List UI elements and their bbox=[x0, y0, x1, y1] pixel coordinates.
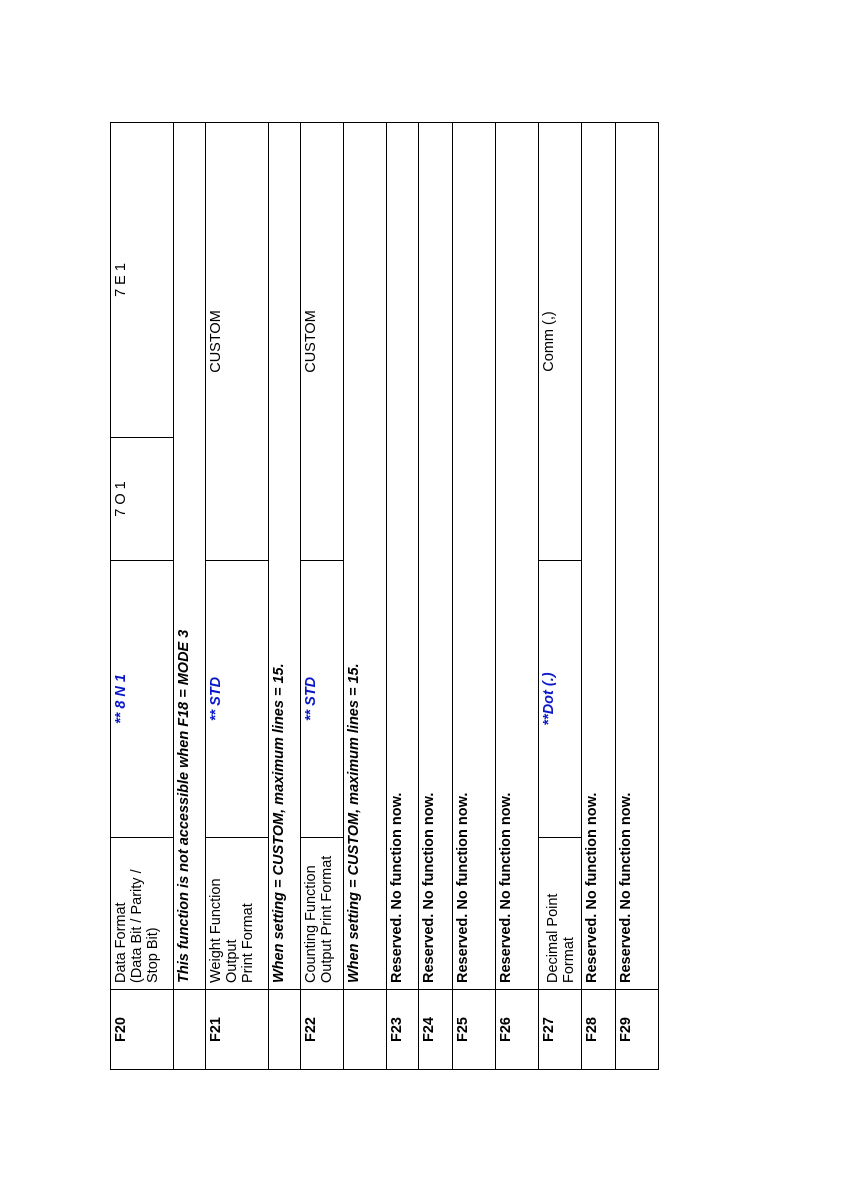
reserved-text: Reserved. No function now. bbox=[616, 122, 659, 989]
table-row-note bbox=[344, 122, 387, 1069]
table-row-f29 bbox=[616, 122, 659, 1069]
function-code: F25 bbox=[453, 990, 496, 1070]
empty-code-cell bbox=[344, 990, 387, 1070]
table-row-f25 bbox=[453, 122, 496, 1069]
default-setting: ** STD bbox=[301, 560, 344, 837]
function-code: F23 bbox=[387, 990, 419, 1070]
reserved-text: Reserved. No function now. bbox=[387, 122, 419, 989]
function-code: F24 bbox=[419, 990, 453, 1070]
table-row-f24 bbox=[419, 122, 453, 1069]
label-text: Data Format (Data Bit / Parity / Stop Bit) bbox=[113, 869, 161, 983]
reserved-text: Reserved. No function now. bbox=[582, 122, 616, 989]
function-label bbox=[301, 838, 344, 990]
reserved-text: Reserved. No function now. bbox=[419, 122, 453, 989]
table-row-f21 bbox=[206, 122, 269, 1069]
function-label bbox=[111, 838, 174, 990]
default-setting: ** 8 N 1 bbox=[111, 560, 174, 837]
function-label bbox=[206, 838, 269, 990]
function-code: F26 bbox=[496, 990, 539, 1070]
function-label: Decimal Point Format bbox=[539, 838, 582, 990]
table-row-f26 bbox=[496, 122, 539, 1069]
function-settings-table bbox=[110, 122, 659, 1070]
empty-code-cell bbox=[174, 990, 206, 1070]
option-setting: Comm (,) bbox=[539, 122, 582, 560]
function-code: F20 bbox=[111, 990, 174, 1070]
row-note: This function is not accessible when F18 = MODE 3 bbox=[174, 122, 206, 989]
option-setting: 7 O 1 bbox=[111, 437, 174, 560]
row-note: When setting = CUSTOM, maximum lines = 15. bbox=[269, 122, 301, 989]
label-text: Weight Function Output Print Format bbox=[208, 878, 256, 983]
option-setting: CUSTOM bbox=[206, 122, 269, 560]
row-note: When setting = CUSTOM, maximum lines = 15. bbox=[344, 122, 387, 989]
function-code: F29 bbox=[616, 990, 659, 1070]
function-code: F27 bbox=[539, 990, 582, 1070]
table-row-f23 bbox=[387, 122, 419, 1069]
function-code: F22 bbox=[301, 990, 344, 1070]
function-code: F21 bbox=[206, 990, 269, 1070]
option-setting: CUSTOM bbox=[301, 122, 344, 560]
reserved-text: Reserved. No function now. bbox=[496, 122, 539, 989]
table-row-f27 bbox=[539, 122, 582, 1069]
label-text: Counting Function Output Print Format bbox=[303, 855, 335, 983]
reserved-text: Reserved. No function now. bbox=[453, 122, 496, 989]
option-setting: 7 E 1 bbox=[111, 122, 174, 437]
default-setting: ** STD bbox=[206, 560, 269, 837]
rotated-table-wrapper bbox=[110, 123, 659, 1070]
table-row-note bbox=[174, 122, 206, 1069]
table-row-note bbox=[269, 122, 301, 1069]
table-row-f28 bbox=[582, 122, 616, 1069]
function-code: F28 bbox=[582, 990, 616, 1070]
table-row-f20 bbox=[111, 122, 174, 1069]
table-row-f22 bbox=[301, 122, 344, 1069]
default-setting: **Dot (.) bbox=[539, 560, 582, 837]
empty-code-cell bbox=[269, 990, 301, 1070]
